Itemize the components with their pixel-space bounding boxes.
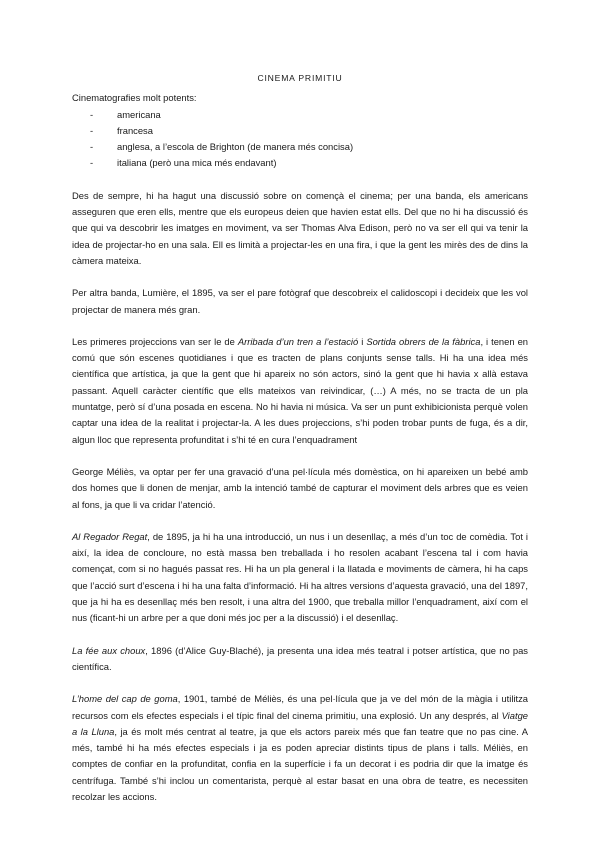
- text-run: i: [358, 335, 367, 347]
- text-run: , 1901, també de Méliès, és una pel·lícula que ja ve del món de la màgia i utilitza recursos com els efectes especials i el típic final del cinema primitiu, una explosió. Un any després, al: [72, 693, 529, 721]
- paragraph-home-cap-goma: [72, 691, 528, 805]
- paragraph-melies-domestic: George Méliès, va optar per fer una gravació d’una pel·lícula més domèstica, on hi apareixen un bebé amb dos homes que li donen de menjar, amb la intenció també de capturar el moviment dels arbres que es veien al fons, ja que li va cridar l’atenció.: [72, 465, 528, 510]
- film-title: Sortida obrers de la fàbrica: [366, 335, 481, 347]
- document-title: CINEMA PRIMITIU: [257, 73, 343, 83]
- list-item-text: anglesa, a l’escola de Brighton (de manera més concisa): [117, 141, 354, 153]
- list-item: [90, 123, 528, 139]
- film-title: Al Regador Regat: [72, 530, 148, 542]
- text-run: , 1896 (d’Alice Guy-Blaché), ja presenta una idea més teatral i potser artística, que no pas científica.: [72, 644, 528, 672]
- paragraph-regador-regat: [72, 529, 528, 627]
- list-dash: -: [90, 141, 94, 153]
- cinematographies-list: [72, 107, 528, 172]
- list-item-text: americana: [117, 108, 161, 120]
- list-dash: -: [90, 157, 94, 169]
- text-run: , i tenen en comú que són escenes quotidianes i que es tracten de plans conjunts sense talls. Hi ha una idea més científica que artística, ja que la gent que hi apareix no són actors, sinó la gent que hi havia x allà estava passant. Aquell caràcter científic que ells mateixos van reivindicar, (…) A més, no se tracta de un pla muntatge, però sí d’una posada en escena. No hi havia ni música. Va ser un punt exhibicionista perquè volen captar una idea de la realitat i projectar-la. A les dues projeccions, s’hi poden trobar punts de fuga, és a dir, algun lloc que representa profunditat i s’hi té en cura l’enquadrament: [72, 335, 528, 445]
- film-title: Viatge a la Lluna: [72, 709, 528, 737]
- paragraph-fee-aux-choux: [72, 643, 528, 676]
- film-title: La fée aux choux: [72, 644, 146, 656]
- paragraph-lumiere: Per altra banda, Lumière, el 1895, va ser el pare fotògraf que descobreix el calidoscopi i decideix que les vol projectar de manera més gran.: [72, 287, 528, 315]
- film-title: Arribada d’un tren a l’estació: [237, 335, 359, 347]
- paragraph-first-projections: [72, 334, 528, 448]
- text-run: , de 1895, ja hi ha una introducció, un nus i un desenllaç, a més d’un toc de comèdia. Tot i així, la idea de concloure, no està massa ben treballada i ho resolen acabant l’escena tal i com havia començat, com si no hagués passat res. Hi ha un pla general i la llatada e moviments de càmera, hi ha caps que l’acció surt d’escena i hi ha una falta d’informació. Hi ha altres versions d’aquesta gravació, una del 1897, que ja hi ha es desenllaç més ben resolt, i una altra del 1900, que treballa millor l’enquadrament, així com el nus (ficant-hi un arbre per a que doni més joc per a la discussió) i el desenllaç.: [72, 530, 528, 624]
- document-page: [72, 70, 528, 821]
- text-run: , ja és molt més centrat al teatre, ja que els actors pareix més que fan teatre que no pas cine. A més, també hi ha més efectes especials i ja es poden apreciar distints tipus de plans i talls. Méliès, en comptes de confiar en la profunditat, confia en la superfície i fa un decorat i es podria dir que la imatge és centrífuga. També s’hi inclou un comentarista, perquè al estar basat en una obra de teatre, es necessiten recolzar les accions.: [72, 725, 528, 802]
- list-item-text: italiana (però una mica més endavant): [117, 157, 277, 169]
- paragraph-origins: Des de sempre, hi ha hagut una discussió sobre on començà el cinema; per una banda, els americans asseguren que eren ells, mentre que els europeus deien que havien estat ells. Del que no hi ha discussió és que qui va descobrir les imatges en moviment, va ser Thomas Alva Edison, però no va ser ell qui va tenir la idea de projectar-ho en una sala. Ell es limità a projectar-les en una fira, i que la gent les mirès des de dins la càmera mateixa.: [72, 189, 528, 266]
- list-item: [90, 139, 528, 155]
- text-run: Les primeres projeccions van ser le de: [72, 335, 238, 347]
- list-item: [90, 155, 528, 171]
- list-item-text: francesa: [117, 124, 153, 136]
- intro-line: Cinematografies molt potents:: [72, 92, 197, 104]
- film-title: L’home del cap de goma: [72, 693, 178, 705]
- list-dash: -: [90, 124, 94, 136]
- list-dash: -: [90, 108, 94, 120]
- list-item: [90, 107, 528, 123]
